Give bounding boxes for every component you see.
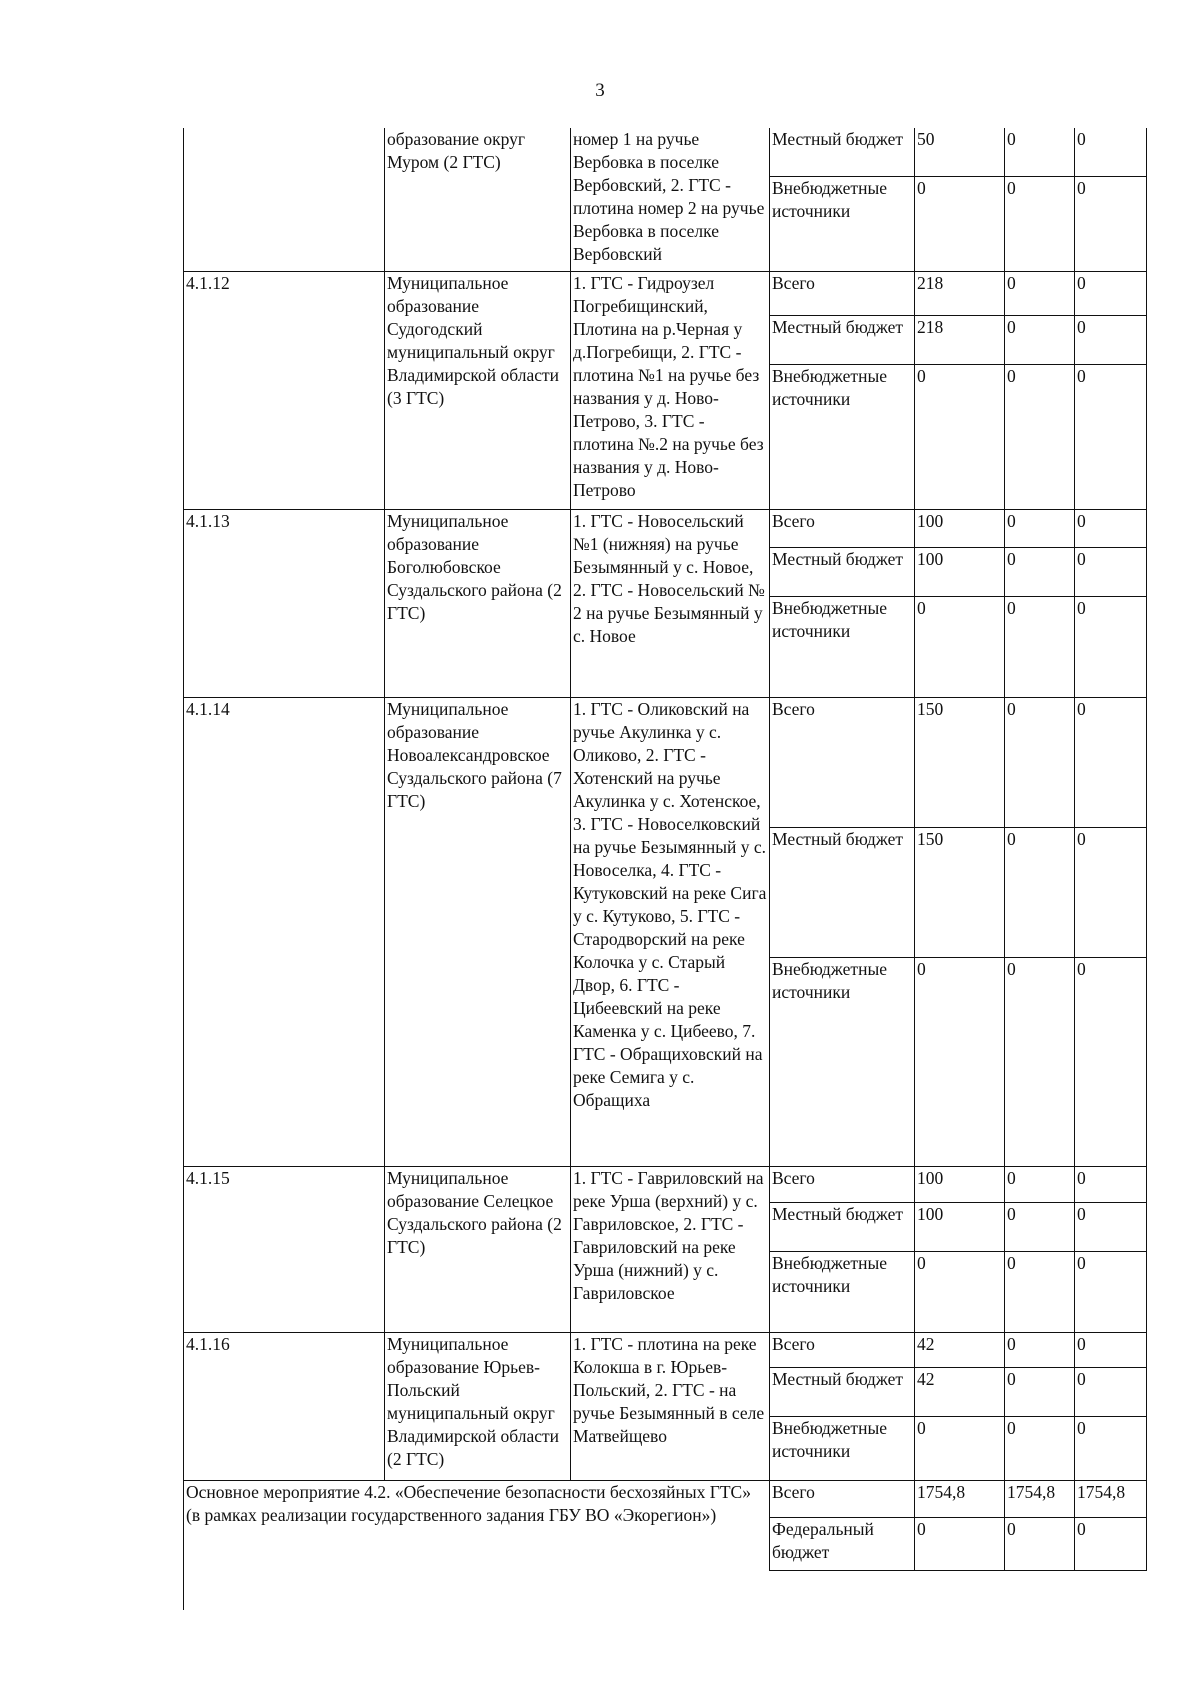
funding-source: Местный бюджет [770, 547, 915, 596]
row-id: 4.1.15 [184, 1166, 385, 1332]
funding-value-2: 0 [1005, 1416, 1075, 1480]
funding-value-2: 0 [1005, 1332, 1075, 1367]
funding-value-1: 100 [915, 1166, 1005, 1202]
objects-cell: 1. ГТС - Оликовский на ручье Акулинка у с. Оликово, 2. ГТС - Хотенский на ручье Акулинка у с. Хотенское, 3. ГТС - Новоселковский на ручье Безымянный у с. Новоселка, 4. ГТС - Кутуковский на реке Сига у с. Кутуково, 5. ГТС - Стародворский на реке Колочка у с. Старый Двор, 6. ГТС - Цибеевский на реке Каменка у с. Цибеево, 7. ГТС - Обращиховский на реке Семига у с. Обращиха [571, 697, 770, 1166]
funding-source: Местный бюджет [770, 128, 915, 176]
funding-value-1: 0 [915, 364, 1005, 509]
funding-value-3: 0 [1075, 1202, 1147, 1251]
funding-source: Местный бюджет [770, 827, 915, 957]
funding-value-1: 1754,8 [915, 1480, 1005, 1517]
funding-value-3: 0 [1075, 128, 1147, 176]
table-left-border-continuation [183, 1560, 184, 1610]
funding-source: Всего [770, 697, 915, 827]
row-id: 4.1.16 [184, 1332, 385, 1480]
funding-value-1: 42 [915, 1367, 1005, 1416]
table-row [184, 1332, 1147, 1367]
row-id: 4.1.13 [184, 509, 385, 697]
table-row [184, 1480, 1147, 1517]
funding-value-3: 0 [1075, 1251, 1147, 1332]
funding-value-2: 0 [1005, 547, 1075, 596]
funding-value-2: 0 [1005, 176, 1075, 271]
funding-value-3: 0 [1075, 1367, 1147, 1416]
funding-value-1: 0 [915, 957, 1005, 1166]
funding-value-3: 0 [1075, 1166, 1147, 1202]
objects-cell: 1. ГТС - Гавриловский на реке Урша (верхний) у с. Гавриловское, 2. ГТС - Гавриловский на реке Урша (нижний) у с. Гавриловское [571, 1166, 770, 1332]
funding-source: Внебюджетные источники [770, 364, 915, 509]
funding-source: Всего [770, 1332, 915, 1367]
funding-value-2: 0 [1005, 271, 1075, 315]
funding-source: Внебюджетные источники [770, 957, 915, 1166]
funding-value-2: 0 [1005, 1251, 1075, 1332]
funding-value-3: 0 [1075, 509, 1147, 547]
funding-value-1: 0 [915, 1251, 1005, 1332]
funding-source: Федеральный бюджет [770, 1517, 915, 1570]
funding-value-1: 0 [915, 596, 1005, 697]
funding-source: Всего [770, 1480, 915, 1517]
funding-source: Всего [770, 509, 915, 547]
funding-value-2: 0 [1005, 1166, 1075, 1202]
funding-value-1: 218 [915, 271, 1005, 315]
funding-value-1: 150 [915, 827, 1005, 957]
funding-value-2: 0 [1005, 1517, 1075, 1570]
table-row [184, 509, 1147, 547]
funding-value-3: 0 [1075, 596, 1147, 697]
funding-value-3: 0 [1075, 697, 1147, 827]
funding-value-1: 100 [915, 1202, 1005, 1251]
funding-value-2: 0 [1005, 596, 1075, 697]
row-id: 4.1.14 [184, 697, 385, 1166]
funding-source: Местный бюджет [770, 315, 915, 364]
funding-value-1: 42 [915, 1332, 1005, 1367]
funding-value-2: 0 [1005, 128, 1075, 176]
funding-value-2: 0 [1005, 957, 1075, 1166]
funding-value-2: 0 [1005, 364, 1075, 509]
entity-cell: Муниципальное образование Селецкое Суздальского района (2 ГТС) [385, 1166, 571, 1332]
funding-value-3: 0 [1075, 1332, 1147, 1367]
funding-value-1: 0 [915, 1517, 1005, 1570]
funding-value-2: 0 [1005, 1367, 1075, 1416]
entity-cell: Муниципальное образование Юрьев-Польский муниципальный округ Владимирской области (2 ГТС) [385, 1332, 571, 1480]
table-row [184, 1166, 1147, 1202]
objects-cell: 1. ГТС - плотина на реке Колокша в г. Юрьев-Польский, 2. ГТС - на ручье Безымянный в селе Матвейщево [571, 1332, 770, 1480]
funding-source: Внебюджетные источники [770, 1251, 915, 1332]
funding-value-1: 100 [915, 547, 1005, 596]
funding-source: Внебюджетные источники [770, 596, 915, 697]
funding-value-1: 50 [915, 128, 1005, 176]
funding-value-3: 0 [1075, 271, 1147, 315]
funding-value-1: 218 [915, 315, 1005, 364]
funding-table [183, 128, 1147, 1571]
funding-source: Всего [770, 271, 915, 315]
objects-cell: 1. ГТС - Новосельский №1 (нижняя) на ручье Безымянный у с. Новое, 2. ГТС - Новосельский № 2 на ручье Безымянный у с. Новое [571, 509, 770, 697]
funding-value-3: 0 [1075, 1416, 1147, 1480]
objects-cell: номер 1 на ручье Вербовка в поселке Вербовский, 2. ГТС - плотина номер 2 на ручье Вербовка в поселке Вербовский [571, 128, 770, 271]
funding-value-1: 150 [915, 697, 1005, 827]
funding-value-3: 1754,8 [1075, 1480, 1147, 1517]
entity-cell: Муниципальное образование Новоалександровское Суздальского района (7 ГТС) [385, 697, 571, 1166]
funding-value-3: 0 [1075, 1517, 1147, 1570]
objects-cell: 1. ГТС - Гидроузел Погребищинский, Плотина на р.Черная у д.Погребищи, 2. ГТС - плотина №1 на ручье без названия у д. Ново-Петрово, 3. ГТС - плотина №.2 на ручье без названия у д. Ново-Петрово [571, 271, 770, 509]
funding-value-2: 0 [1005, 827, 1075, 957]
entity-cell: образование округ Муром (2 ГТС) [385, 128, 571, 271]
funding-value-2: 0 [1005, 1202, 1075, 1251]
page-number: 3 [595, 80, 605, 101]
funding-value-3: 0 [1075, 176, 1147, 271]
funding-source: Внебюджетные источники [770, 176, 915, 271]
funding-value-2: 0 [1005, 509, 1075, 547]
funding-value-2: 0 [1005, 697, 1075, 827]
funding-value-3: 0 [1075, 827, 1147, 957]
funding-value-2: 1754,8 [1005, 1480, 1075, 1517]
funding-value-1: 100 [915, 509, 1005, 547]
funding-source: Местный бюджет [770, 1202, 915, 1251]
funding-value-3: 0 [1075, 315, 1147, 364]
entity-cell: Муниципальное образование Судогодский муниципальный округ Владимирской области (3 ГТС) [385, 271, 571, 509]
entity-cell: Муниципальное образование Боголюбовское Суздальского района (2 ГТС) [385, 509, 571, 697]
table-row [184, 271, 1147, 315]
row-id [184, 128, 385, 271]
funding-value-1: 0 [915, 176, 1005, 271]
table-row [184, 128, 1147, 176]
funding-value-1: 0 [915, 1416, 1005, 1480]
row-id: 4.1.12 [184, 271, 385, 509]
funding-source: Внебюджетные источники [770, 1416, 915, 1480]
funding-value-2: 0 [1005, 315, 1075, 364]
table-row [184, 697, 1147, 827]
funding-value-3: 0 [1075, 364, 1147, 509]
funding-source: Всего [770, 1166, 915, 1202]
funding-source: Местный бюджет [770, 1367, 915, 1416]
funding-value-3: 0 [1075, 957, 1147, 1166]
main-event-text: Основное мероприятие 4.2. «Обеспечение безопасности бесхозяйных ГТС» (в рамках реализации государственного задания ГБУ ВО «Экорегион») [184, 1480, 770, 1570]
funding-value-3: 0 [1075, 547, 1147, 596]
